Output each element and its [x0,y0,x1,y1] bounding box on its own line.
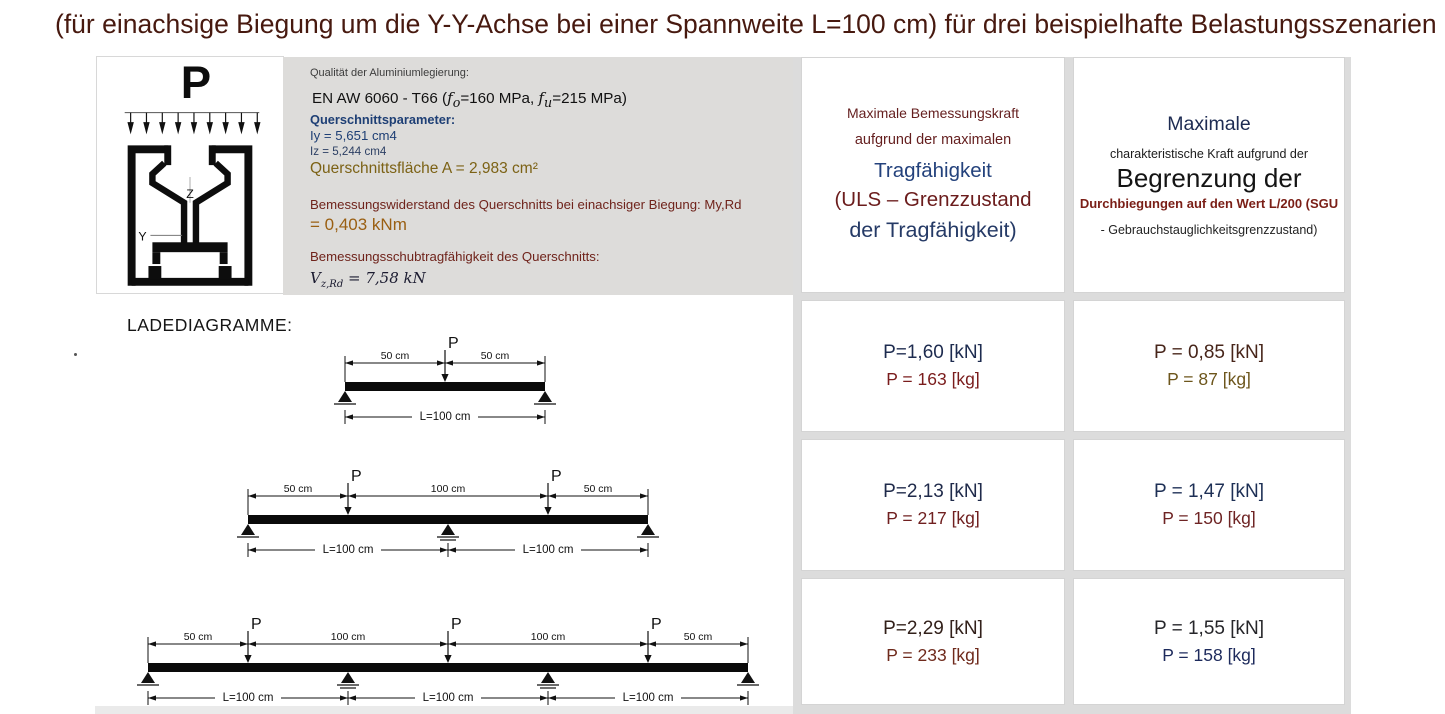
force-kn-value: P=2,13 [kN] [883,481,983,502]
svg-text:L=100 cm: L=100 cm [222,692,274,704]
svg-text:50 cm: 50 cm [583,483,613,495]
svg-text:50 cm: 50 cm [380,350,410,362]
uls-header-line: Tragfähigkeit [874,159,992,183]
bending-resistance-value: = 0,403 kNm [310,215,407,234]
result-sls-scenario-2 [1073,439,1345,571]
force-kn-value: P = 1,47 [kN] [1153,481,1265,502]
page-title: (für einachsige Biegung um die Y-Y-Achse bei einer Spannweite L=100 cm) für drei beispielhafte Belastungsszenarien [55,9,1437,39]
profile-outline [132,145,249,285]
result-uls-scenario-3 [801,578,1065,705]
force-kg-value: P = 217 [kg] [886,508,980,528]
shear-capacity-label: Bemessungsschubtragfähigkeit des Querschnitts: [310,249,600,264]
svg-text:P: P [251,616,262,633]
y-axis-label: Y [138,229,147,244]
svg-text:50 cm: 50 cm [683,631,713,643]
distributed-load-arrows [128,113,260,133]
stray-dot [74,353,77,356]
force-kn-value: P = 0,85 [kN] [1153,342,1265,363]
moment-of-inertia-y: Iy = 5,651 cm4 [310,128,397,143]
svg-text:100 cm: 100 cm [330,631,366,643]
force-kg-value: P = 233 [kg] [886,644,980,665]
result-uls-scenario-1 [801,300,1065,432]
svg-text:100 cm: 100 cm [530,631,566,643]
sls-header-line: Maximale [1167,112,1251,135]
cross-section-cell [97,57,283,293]
svg-text:P: P [351,468,362,485]
svg-text:L=100 cm: L=100 cm [522,544,574,556]
force-kn-value: P=1,60 [kN] [883,342,983,363]
header-sls-column [1073,57,1345,293]
force-kg-value: P = 158 [kg] [1162,644,1256,665]
bottom-strip [95,706,793,714]
force-kg-value: P = 87 [kg] [1167,369,1251,389]
svg-text:P: P [448,335,459,352]
load-diagram-single-span [325,335,565,432]
result-sls-scenario-3 [1073,578,1345,705]
results-table [793,57,1351,714]
force-kg-value: P = 150 [kg] [1162,508,1256,528]
sls-header-line: Begrenzung der [1116,162,1302,193]
svg-text:50 cm: 50 cm [183,631,213,643]
svg-text:50 cm: 50 cm [480,350,510,362]
header-uls-column [801,57,1065,293]
alloy-designation: EN AW 6060 - T66 ($f_o=160$ MPa, $f_u=215$ MPa) [312,89,627,111]
svg-text:P: P [651,616,662,633]
svg-text:50 cm: 50 cm [283,483,313,495]
bending-resistance-label: Bemessungswiderstand des Querschnitts bei einachsiger Biegung: My,Rd [310,197,742,212]
shear-capacity-value: $V_{z,Rd} = 7,58$ kN [310,269,426,290]
load-diagrams-heading: LADEDIAGRAMME: [127,315,293,335]
svg-text:P: P [451,616,462,633]
load-diagram-two-span [228,468,668,565]
cross-section-load-label: P [180,57,212,108]
force-kg-value: P = 163 [kg] [886,369,980,389]
load-diagram-three-span [128,616,768,713]
moment-of-inertia-z: Iz = 5,244 cm4 [310,145,387,158]
uls-header-line: (ULS – Grenzzustand [834,187,1032,211]
section-parameters-label: Querschnittsparameter: [310,112,456,127]
uls-header-line: der Tragfähigkeit) [849,217,1017,242]
section-properties-panel [283,57,793,295]
cross-section-drawing [97,57,283,293]
sls-header-line: Durchbiegungen auf den Wert L/200 (SGU [1079,196,1339,212]
svg-text:100 cm: 100 cm [430,483,466,495]
alloy-quality-label: Qualität der Aluminiumlegierung: [310,67,469,79]
svg-text:P: P [551,468,562,485]
left-panel [95,57,793,707]
svg-text:L=100 cm: L=100 cm [322,544,374,556]
svg-text:L=100 cm: L=100 cm [422,692,474,704]
uls-header-line: aufgrund der maximalen [854,132,1012,149]
force-kn-value: P = 1,55 [kN] [1153,617,1265,639]
force-kn-value: P=2,29 [kN] [883,617,983,639]
result-sls-scenario-1 [1073,300,1345,432]
z-axis-label: Z [186,186,194,201]
svg-text:L=100 cm: L=100 cm [622,692,674,704]
sls-header-line: charakteristische Kraft aufgrund der [1109,146,1309,161]
result-uls-scenario-2 [801,439,1065,571]
uls-header-line: Maximale Bemessungskraft [847,105,1019,122]
cross-section-area: Querschnittsfläche A = 2,983 cm² [310,160,538,177]
svg-text:L=100 cm: L=100 cm [419,411,471,423]
sls-header-line: - Gebrauchstauglichkeitsgrenzzustand) [1100,223,1318,238]
